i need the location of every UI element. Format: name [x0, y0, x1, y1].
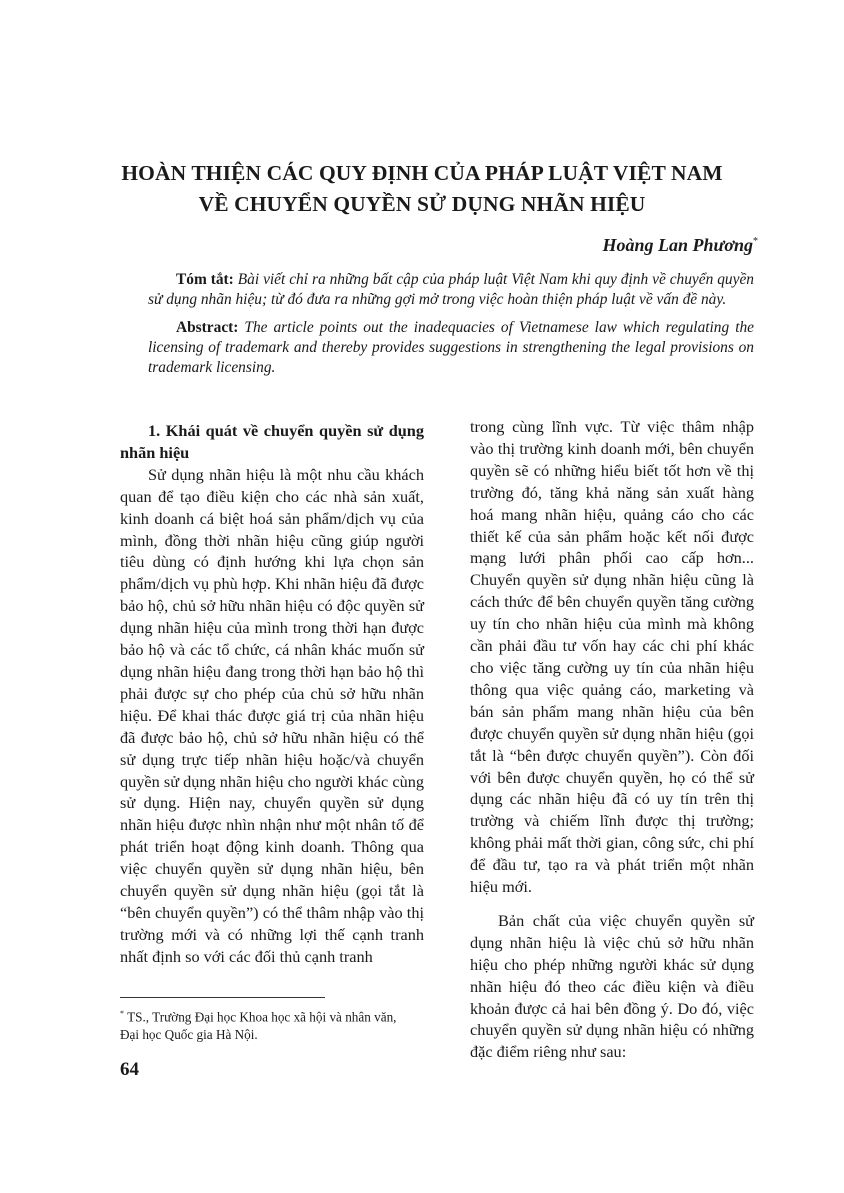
- page-number: 64: [120, 1059, 139, 1080]
- body-column-left: [120, 420, 424, 968]
- body-column-right: [470, 416, 754, 1063]
- abstract-en-text: The article points out the inadequacies of Vietnamese law which regulating the licensing of trademark and thereby provides suggestions in strengthening the legal provisions on trademark licensing.: [148, 319, 754, 376]
- article-title: [60, 158, 784, 220]
- author: [603, 235, 758, 256]
- summary-vi: [148, 270, 754, 310]
- section-heading: 1. Khái quát về chuyển quyền sử dụng nhãn hiệu: [120, 421, 424, 462]
- body-paragraph-2: Bản chất của việc chuyển quyền sử dụng nhãn hiệu là việc chủ sở hữu nhãn hiệu cho phép những người khác sử dụng nhãn hiệu đó theo các điều kiện và điều khoản được cả hai bên đồng ý. Do đó, việc chuyển quyền sử dụng nhãn hiệu có những đặc điểm riêng như sau:: [470, 910, 754, 1062]
- footnote-line-1: TS., Trường Đại học Khoa học xã hội và nhân văn,: [127, 1009, 397, 1025]
- title-line-1: HOÀN THIỆN CÁC QUY ĐỊNH CỦA PHÁP LUẬT VIỆT NAM: [121, 161, 723, 185]
- summary-vi-label: Tóm tắt:: [176, 271, 234, 288]
- footnote: [120, 1005, 430, 1043]
- body-paragraph-1-left: Sử dụng nhãn hiệu là một nhu cầu khách quan để tạo điều kiện cho các nhà sản xuất, kinh doanh cá biệt hoá sản phẩm/dịch vụ của mình, đồng thời nhãn hiệu cũng giúp người tiêu dùng có định hướng khi lựa chọn sản phẩm/dịch vụ phù hợp. Khi nhãn hiệu đã được bảo hộ, chủ sở hữu nhãn hiệu có độc quyền sử dụng nhãn hiệu của mình trong thời hạn được bảo hộ và các tổ chức, cá nhân khác muốn sử dụng nhãn hiệu đang trong thời hạn bảo hộ thì phải được sự cho phép của chủ sở hữu nhãn hiệu. Để khai thác được giá trị của nhãn hiệu đã được bảo hộ, chủ sở hữu nhãn hiệu có thể sử dụng trực tiếp nhãn hiệu hoặc/và chuyển quyền sử dụng nhãn hiệu cho người khác cùng sử dụng. Hiện nay, chuyển quyền sử dụng nhãn hiệu được nhìn nhận như một nhân tố để phát triển hoạt động kinh doanh. Thông qua việc chuyển quyền sử dụng nhãn hiệu, bên chuyển quyền sử dụng nhãn hiệu (gọi tắt là “bên chuyển quyền”) có thể thâm nhập vào thị trường mới và có những lợi thế cạnh tranh nhất định so với các đối thủ cạnh tranh: [120, 464, 424, 966]
- abstract-en-label: Abstract:: [176, 319, 239, 336]
- author-name: Hoàng Lan Phương: [602, 235, 753, 255]
- footnote-divider: [120, 997, 325, 998]
- footnote-mark: *: [120, 1009, 124, 1018]
- abstract-en: [148, 318, 754, 378]
- summary-vi-text: Bài viết chỉ ra những bất cập của pháp luật Việt Nam khi quy định về chuyển quyền sử dụng nhãn hiệu; từ đó đưa ra những gợi mở trong việc hoàn thiện pháp luật về vấn đề này.: [148, 271, 754, 308]
- title-line-2: VỀ CHUYỂN QUYỀN SỬ DỤNG NHÃN HIỆU: [198, 192, 646, 216]
- author-footnote-mark: *: [753, 236, 758, 247]
- summary-block: [148, 270, 754, 386]
- footnote-line-2: Đại học Quốc gia Hà Nội.: [120, 1026, 258, 1042]
- body-paragraph-1-right: trong cùng lĩnh vực. Từ việc thâm nhập vào thị trường kinh doanh mới, bên chuyển quyền sẽ có những hiểu biết tốt hơn về thị trường đó, tăng khả năng sản xuất hàng hoá mang nhãn hiệu, quảng cáo cho các thiết kế của sản phẩm hoặc kết nối được mạng lưới phân phối cao cấp hơn... Chuyển quyền sử dụng nhãn hiệu cũng là cách thức để bên chuyển quyền tăng cường uy tín cho nhãn hiệu của mình mà không cần phải đầu tư vốn hay các chi phí khác cho việc tăng cường uy tín của nhãn hiệu thông qua việc quảng cáo, marketing và bán sản phẩm mang nhãn hiệu của bên được chuyển quyền sử dụng nhãn hiệu (gọi tắt là “bên được chuyển quyền”). Còn đối với bên được chuyển quyền, họ có thể sử dụng các nhãn hiệu đã có uy tín trên thị trường và chiếm lĩnh được thị trường; không phải mất thời gian, công sức, chi phí để đầu tư, tạo ra và phát triển một nhãn hiệu mới.: [470, 417, 754, 897]
